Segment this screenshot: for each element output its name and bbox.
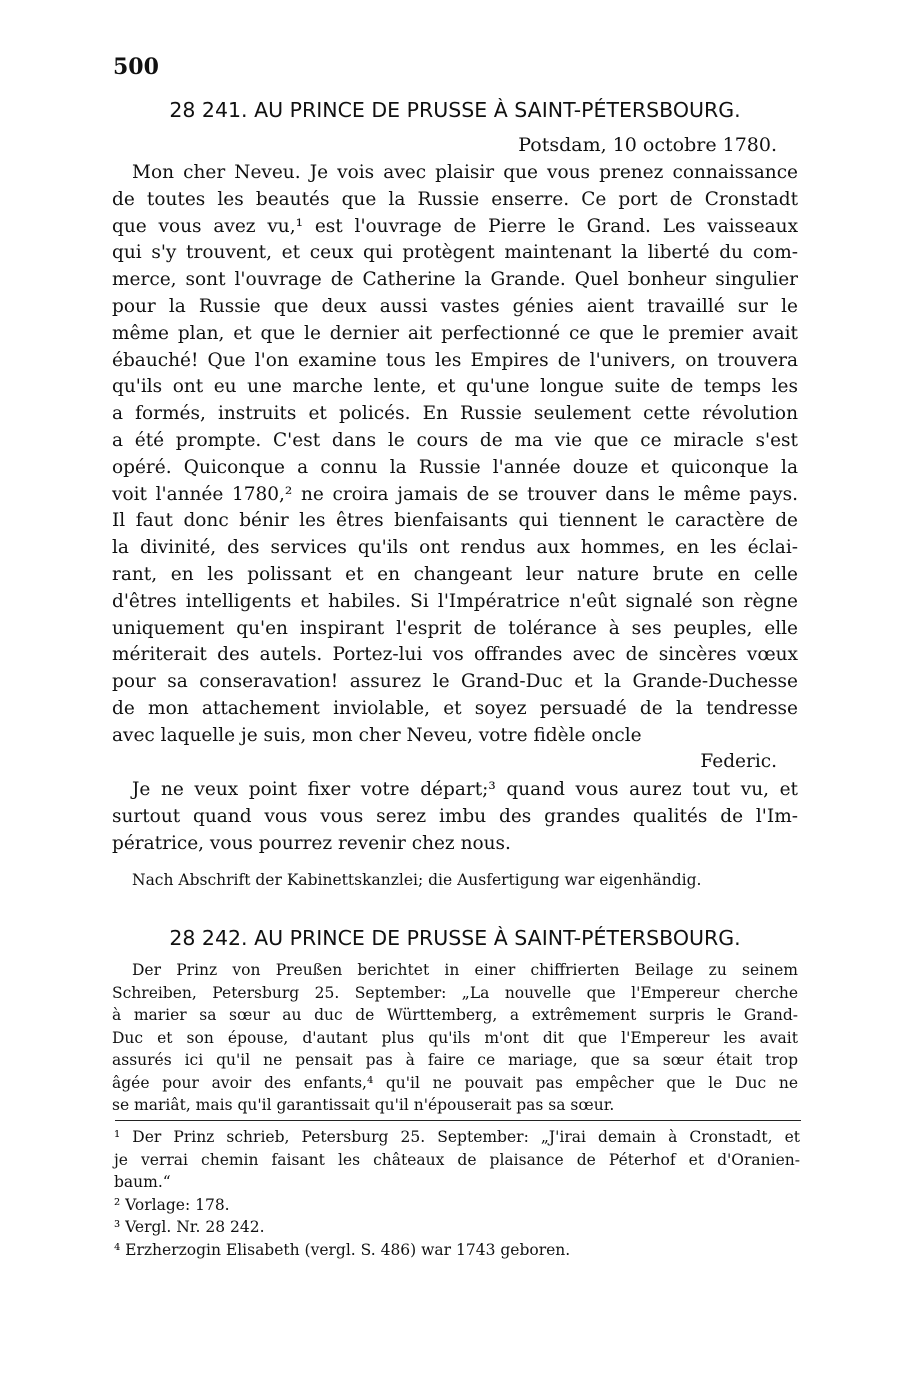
- postscript: [112, 777, 798, 857]
- intro-line: se mariât, mais qu'il garantissait qu'il n'épouserait pas sa sœur.: [112, 1096, 615, 1114]
- intro-line: assurés ici qu'il ne pensait pas à faire ce mariage, que sa sœur était trop: [112, 1051, 798, 1069]
- body-line: pour sa conseravation! assurez le Grand-Duc et la Grande-Duchesse: [112, 671, 798, 693]
- signature: Federic.: [700, 751, 777, 772]
- intro-line: Duc et son épouse, d'autant plus qu'ils m'ont dit que l'Empereur les avait: [112, 1028, 798, 1047]
- body-line: a formés, instruits et policés. En Russie seulement cette révolution: [112, 403, 798, 425]
- letter-body: [112, 160, 798, 750]
- body-line: opéré. Quiconque a connu la Russie l'année douze et quiconque la: [112, 456, 798, 478]
- body-line: même plan, et que le dernier ait perfectionné ce que le premier avait: [112, 322, 798, 344]
- footnote-line: baum.“: [114, 1173, 171, 1191]
- date-line: Potsdam, 10 octobre 1780.: [518, 134, 777, 156]
- body-line: ébauché! Que l'on examine tous les Empires de l'univers, on trouvera: [112, 349, 798, 371]
- letter-intro: [112, 959, 798, 1117]
- footnote-line: ⁴ Erzherzogin Elisabeth (vergl. S. 486) war 1743 geboren.: [114, 1240, 571, 1259]
- postscript-line: Je ne veux point fixer votre départ;³ quand vous aurez tout vu, et: [132, 779, 798, 800]
- footnote-line: je verrai chemin faisant les châteaux de plaisance de Péterhof et d'Oranien-: [114, 1150, 800, 1169]
- body-line: de mon attachement inviolable, et soyez persuadé de la tendresse: [112, 697, 798, 719]
- body-line: que vous avez vu,¹ est l'ouvrage de Pierre le Grand. Les vaisseaux: [112, 215, 798, 237]
- page-number: 500: [113, 54, 159, 80]
- intro-line: âgée pour avoir des enfants,⁴ qu'il ne pouvait pas empêcher que le Duc ne: [112, 1073, 798, 1092]
- body-line: d'êtres intelligents et habiles. Si l'Impératrice n'eût signalé son règne: [112, 590, 798, 612]
- body-line: la divinité, des services qu'ils ont rendus aux hommes, en les éclai-: [112, 537, 798, 559]
- footnote-line: ¹ Der Prinz schrieb, Petersburg 25. September: „J'irai demain à Cronstadt, et: [114, 1128, 800, 1146]
- intro-line: à marier sa sœur au duc de Württemberg, a extrêmement surpris le Grand-: [112, 1006, 798, 1024]
- letter-heading-28242: 28 242. AU PRINCE DE PRUSSE À SAINT-PÉTERSBOURG.: [169, 926, 741, 950]
- body-line: a été prompte. C'est dans le cours de ma vie que ce miracle s'est: [112, 429, 798, 451]
- body-line: qui s'y trouvent, et ceux qui protègent maintenant la liberté du com-: [112, 242, 798, 264]
- body-line: pour la Russie que deux aussi vastes génies aient travaillé sur le: [112, 295, 798, 317]
- intro-line: Der Prinz von Preußen berichtet in einer chiffrierten Beilage zu seinem: [132, 961, 798, 979]
- body-line: Il faut donc bénir les êtres bienfaisants qui tiennent le caractère de: [112, 510, 798, 532]
- source-note: Nach Abschrift der Kabinettskanzlei; die Ausfertigung war eigenhändig.: [132, 871, 702, 889]
- footnote-line: ³ Vergl. Nr. 28 242.: [114, 1218, 265, 1236]
- body-line: de toutes les beautés que la Russie enserre. Ce port de Cronstadt: [112, 188, 798, 210]
- letter-heading-28241: 28 241. AU PRINCE DE PRUSSE À SAINT-PÉTERSBOURG.: [169, 98, 741, 122]
- postscript-line: pératrice, vous pourrez revenir chez nous.: [112, 832, 511, 854]
- footnotes: [114, 1126, 800, 1261]
- intro-line: Schreiben, Petersburg 25. September: „La nouvelle que l'Empereur cherche: [112, 983, 798, 1002]
- body-line: avec laquelle je suis, mon cher Neveu, votre fidèle oncle: [112, 724, 642, 746]
- body-line: Mon cher Neveu. Je vois avec plaisir que vous prenez connaissance: [132, 162, 798, 183]
- body-line: voit l'année 1780,² ne croira jamais de se trouver dans le même pays.: [112, 483, 798, 505]
- postscript-line: surtout quand vous vous serez imbu des grandes qualités de l'Im-: [112, 805, 798, 827]
- body-line: qu'ils ont eu une marche lente, et qu'une longue suite de temps les: [112, 376, 798, 398]
- body-line: mériterait des autels. Portez-lui vos offrandes avec de sincères vœux: [112, 644, 798, 666]
- body-line: uniquement qu'en inspirant l'esprit de tolérance à ses peuples, elle: [112, 617, 798, 639]
- footnote-rule: [115, 1120, 801, 1121]
- footnote-line: ² Vorlage: 178.: [114, 1195, 230, 1214]
- body-line: rant, en les polissant et en changeant leur nature brute en celle: [112, 563, 798, 585]
- body-line: merce, sont l'ouvrage de Catherine la Grande. Quel bonheur singulier: [112, 269, 798, 291]
